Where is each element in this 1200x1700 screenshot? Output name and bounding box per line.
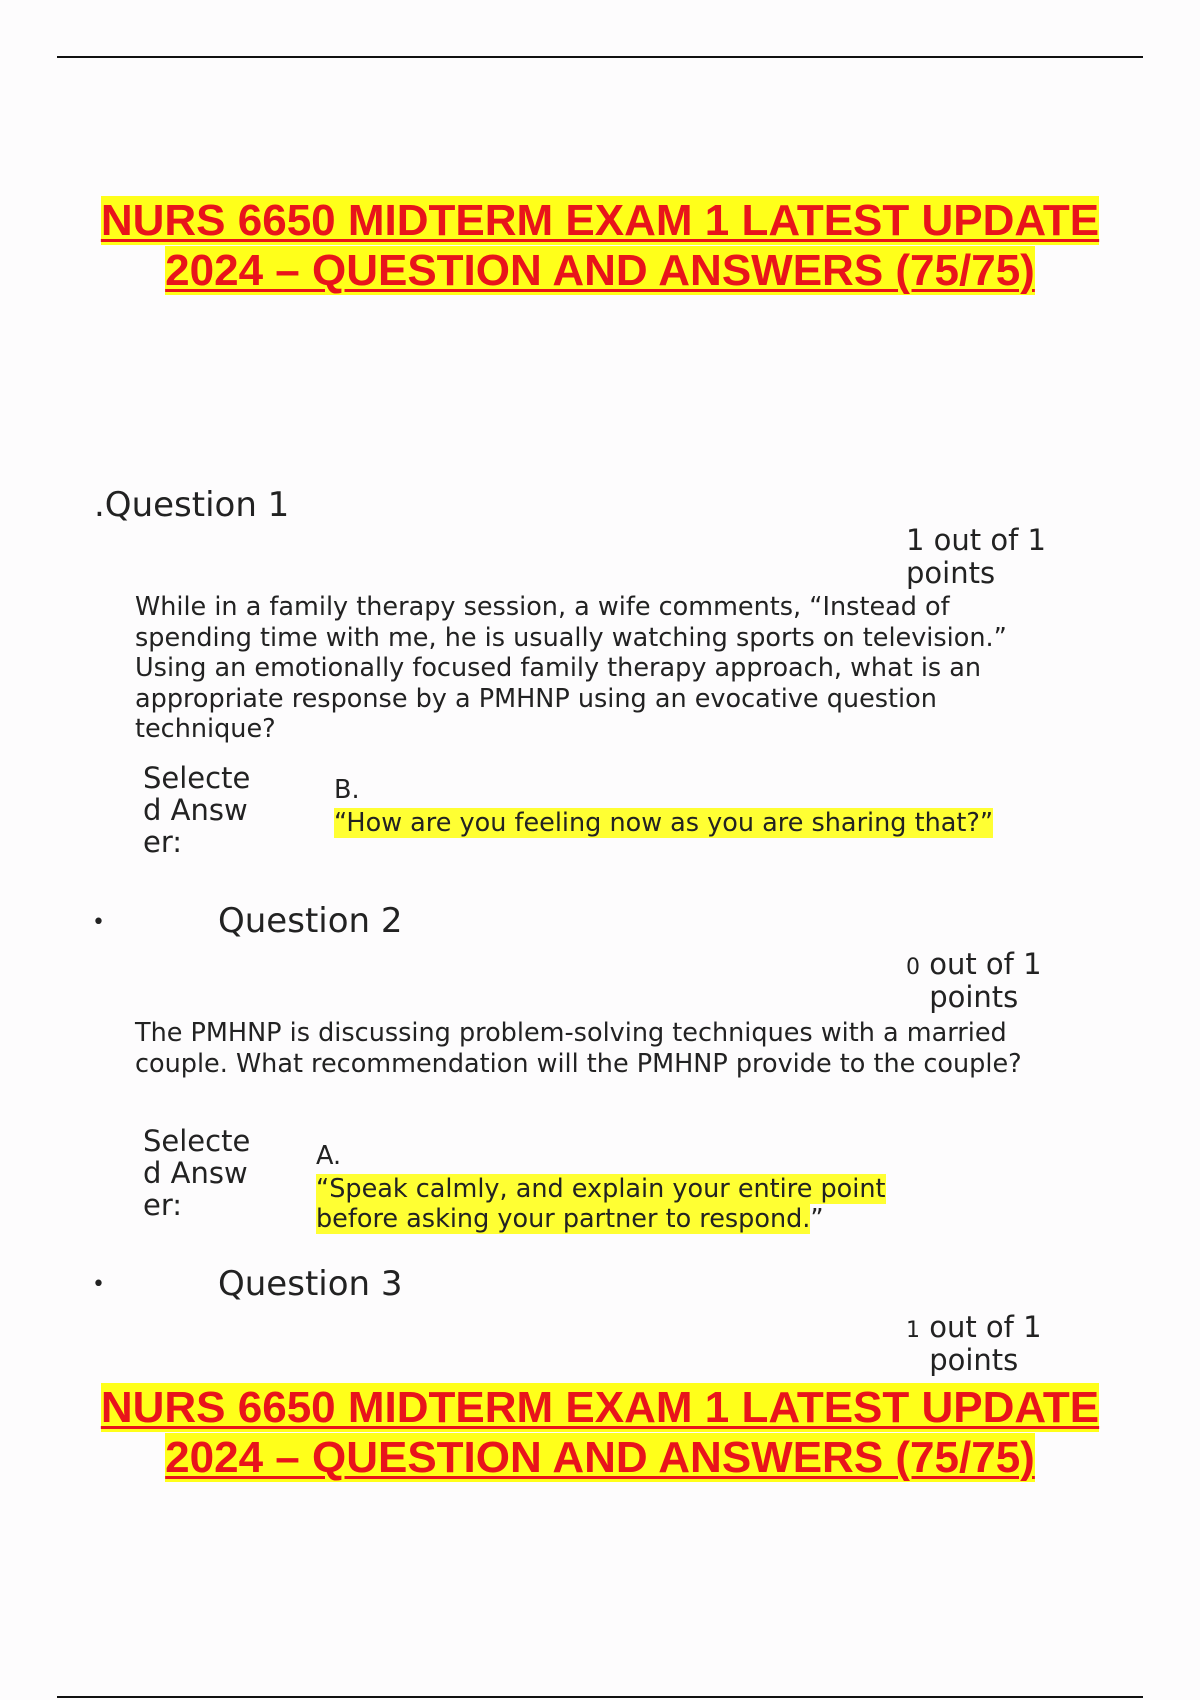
selected-answer-label: Selected Answer:	[143, 761, 251, 859]
answer-text: “Speak calmly, and explain your entire point before asking your partner to respond.	[316, 1173, 886, 1234]
question-2-text: The PMHNP is discussing problem-solving techniques with a married couple. What recommendation will the PMHNP provide to the couple?	[135, 1018, 1022, 1079]
answer-letter: B.	[334, 775, 360, 805]
points-score: 1	[906, 523, 925, 557]
question-1-points	[906, 524, 1046, 590]
bottom-rule	[57, 1696, 1143, 1698]
bullet: •	[92, 910, 105, 935]
question-1-text: While in a family therapy session, a wife comments, “Instead of spending time with me, he is usually watching sports on television.” Using an emotionally focused family therapy approach, what is an appropriate response by a PMHNP using an evocative question technique?	[135, 592, 1007, 744]
answer-letter: A.	[316, 1141, 342, 1171]
points-out-of: out of 1	[929, 1310, 1042, 1344]
question-2-points	[906, 948, 1042, 1014]
points-score: 0	[906, 955, 920, 980]
points-label: points	[929, 1343, 1019, 1377]
footer-title-line-1: NURS 6650 MIDTERM EXAM 1 LATEST UPDATE	[100, 1383, 1100, 1432]
document-title	[60, 196, 1140, 296]
question-1-answer	[334, 775, 1094, 838]
title-line-2: 2024 – QUESTION AND ANSWERS (75/75)	[165, 246, 1035, 295]
points-out-of: out of 1	[929, 947, 1042, 981]
points-label: points	[929, 980, 1019, 1014]
question-3-heading: Question 3	[218, 1264, 403, 1304]
footer-title	[60, 1383, 1140, 1483]
footer-title-line-2: 2024 – QUESTION AND ANSWERS (75/75)	[165, 1433, 1035, 1482]
title-line-1: NURS 6650 MIDTERM EXAM 1 LATEST UPDATE	[100, 196, 1100, 245]
points-score: 1	[906, 1318, 920, 1343]
question-2-answer	[316, 1141, 936, 1235]
bullet: •	[92, 1272, 105, 1297]
selected-answer-label: Selected Answer:	[143, 1124, 251, 1222]
answer-text-tail: ”	[810, 1204, 824, 1234]
question-1-heading: .Question 1	[94, 485, 290, 525]
question-2-heading: Question 2	[218, 901, 403, 941]
points-label: points	[906, 556, 996, 590]
question-3-points	[906, 1311, 1042, 1377]
top-rule	[57, 56, 1143, 58]
answer-text: “How are you feeling now as you are sharing that?”	[334, 807, 994, 838]
points-out-of: out of 1	[933, 523, 1047, 557]
